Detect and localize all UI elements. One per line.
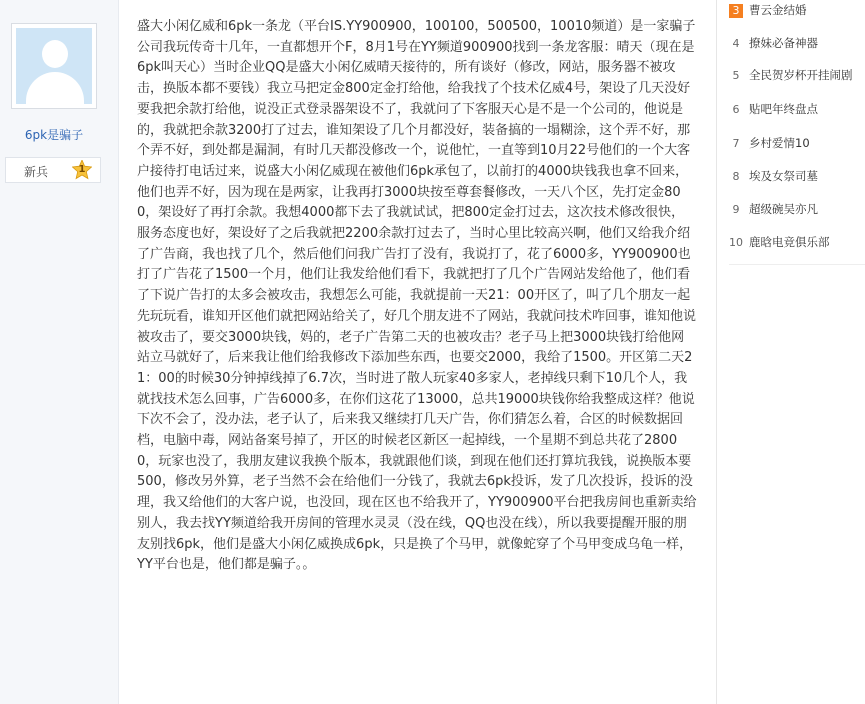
hot-topic-item[interactable]	[729, 234, 865, 254]
hot-topic-item[interactable]	[729, 101, 865, 121]
avatar-head-shape	[42, 40, 68, 68]
hot-topic-title[interactable]: 全民贺岁杯开挂闹剧	[749, 68, 853, 82]
post-content: 盛大小闲亿威和6pk一条龙（平台IS.YY900900，100100，500500，10010频道）是一家骗子公司我玩传奇十几年，一直都想开个F，8月1号在YY频道900900找到一条龙客服：晴天（现在是6pk叫天心）当时企业QQ是盛大小闲亿威晴天接待的，所有谈好（修改，网站，服务器不被攻击，换版本都不要钱）我立马把定金800定金打给他，给我找了个技术亿威4号，架设了几天没好要我把余款打给他，说没正式登录器架设不了，我就问了下客服天心是不是一个公司的，他说是的，我就把余款3200打了过去，谁知架设了几个月都没好，装备搞的一塌糊涂，这个弄不好，那个弄不好，到处都是漏洞，有时几天都没修改一个，说他忙，一直等到10月22号他们的一个大客户接待打电话过来，说盛大小闲亿威现在被他们6pk承包了，以前打的4000块钱我也拿不回来，他们也弄不好，因为现在是两家，让我再打3000块按至尊套餐修改，一天八个区，先打定金800，架设好了再打余款。我想4000都下去了我就试试，把800定金打过去，这次技术修改很快，服务态度也好，架设好了之后我就把2200余款打过去了，当时心里比较高兴啊，他们又给我介绍了广告商，我也找了几个，然后他们问我广告打了没有，我说打了，花了6000多，YY900900也打了广告花了1500一个月，他们让我发给他们看下，我就把打了几个广告网站发给他了，他们看了下说广告打的太多会被攻击，我想怎么可能，我就提前一天21：00开区了，叫了几个朋友一起先玩玩看，谁知开区他们就把网站给关了，好几个朋友进不了网站，我就问技术咋回事，谁知他说被攻击了，要交3000块钱，妈的，老子广告第二天的也被攻击？老子马上把3000块钱打给他网站立马就好了，后来我让他们给我修改下添加些东西，也要交2000，我给了1500。开区第二天21：00的时候30分钟掉线掉了6.7次，当时进了散人玩家40多家人，老掉线只剩下10几个人，我就找技术怎么回事，广告6000多，在你们这花了13000，总共19000块钱你给我整成这样？他说下次不会了，没办法，老子认了，后来我又继续打几天广告，你们猜怎么着，合区的时候数据回档，电脑中毒，网站备案号掉了，开区的时候老区新区一起掉线，一个星期不到总共花了28000，玩家也没了，我朋友建议我换个版本，我就跟他们谈，到现在他们还打算坑我钱，说换版本要500，修改另外算，老子当然不会在给他们一分钱了，我就去6pk投诉，发了几次投诉，投诉的没理，我又给他们的大客户说，也没回，现在区也不给我开了，YY900900平台把我房间也重新卖给别人，我去找YY频道给我开房间的管理水灵灵（没在线，QQ也没在线），所以我要提醒开服的朋友别找6pk，他们是盛大小闲亿威换成6pk，只是换了个马甲，就像蛇穿了个马甲变成乌龟一样，YY平台也是，他们都是骗子。。	[137, 19, 697, 573]
hot-topic-rank: 5	[732, 69, 740, 82]
hot-topic-item[interactable]	[729, 35, 865, 55]
hot-topic-rank: 10	[729, 236, 743, 249]
hot-topic-item[interactable]	[729, 135, 865, 155]
author-rank	[5, 157, 101, 183]
rank-badge-icon[interactable]	[72, 160, 92, 180]
hot-topic-rank: 6	[732, 103, 740, 116]
hot-topic-title[interactable]: 乡村爱情10	[749, 136, 810, 150]
hot-topic-title[interactable]: 超级碗吴亦凡	[749, 202, 818, 216]
hot-topic-title[interactable]: 鹿晗电竞俱乐部	[749, 235, 830, 249]
author-username[interactable]: 6pk是骗子	[24, 128, 84, 142]
avatar[interactable]	[11, 23, 97, 109]
avatar-body-shape	[26, 72, 84, 104]
rank-label: 新兵	[24, 165, 49, 179]
hot-topic-title[interactable]: 贴吧年终盘点	[749, 102, 818, 116]
hot-topic-rank: 3	[729, 4, 743, 18]
hot-topics-sidebar	[716, 0, 865, 704]
default-avatar-icon	[16, 28, 92, 104]
hot-topic-rank: 7	[732, 137, 740, 150]
hot-topic-item[interactable]	[729, 168, 865, 188]
hot-topic-title[interactable]: 撩妹必备神器	[749, 36, 818, 50]
hot-topic-rank: 8	[732, 170, 740, 183]
author-panel	[0, 0, 119, 704]
hot-topic-title[interactable]: 曹云金结婚	[749, 3, 807, 17]
hot-list-divider	[729, 264, 865, 265]
hot-topic-item[interactable]	[729, 201, 865, 221]
hot-topic-rank: 9	[732, 203, 740, 216]
hot-topic-item[interactable]	[729, 2, 865, 22]
rank-level: 1	[78, 164, 86, 175]
hot-topic-rank: 4	[732, 37, 740, 50]
hot-topic-item[interactable]	[729, 67, 865, 87]
hot-topic-title[interactable]: 埃及女祭司墓	[749, 169, 818, 183]
